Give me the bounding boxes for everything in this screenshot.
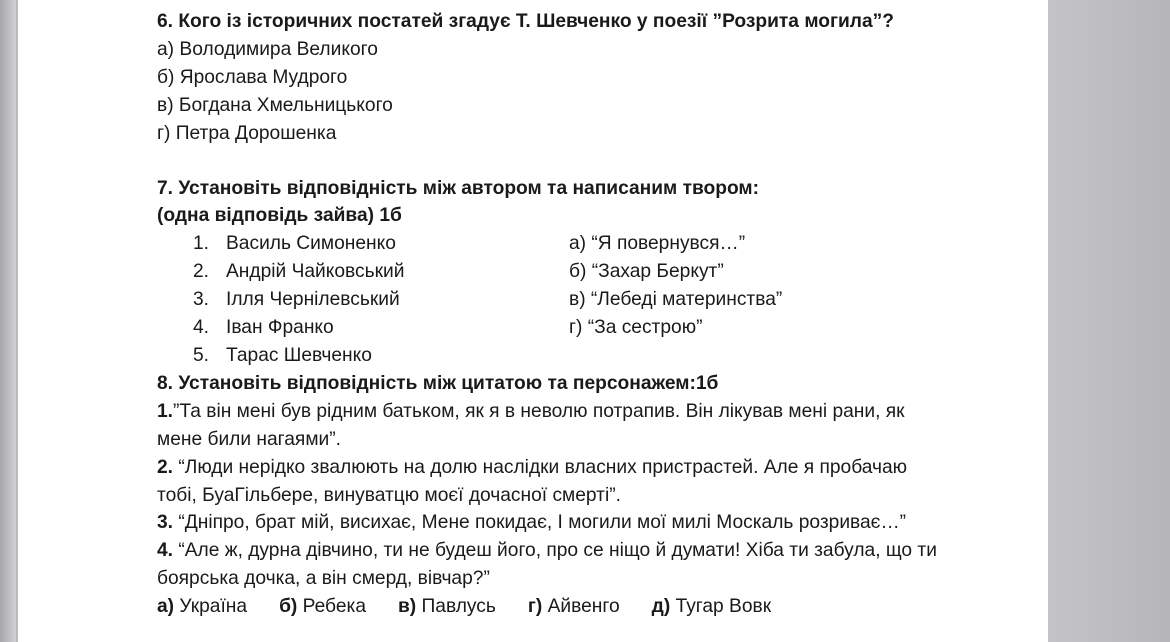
character-option-c xyxy=(398,593,496,621)
quote-number: 2. xyxy=(157,456,174,478)
quote-4-line-2: боярська дочка, а він смерд, вівчар?” xyxy=(157,568,490,590)
page-left-edge xyxy=(0,0,16,642)
q6-option-b: б) Ярослава Мудрого xyxy=(157,66,348,88)
question-7-subtitle: (одна відповідь зайва) 1б xyxy=(157,205,402,227)
author-number: 3. xyxy=(193,289,210,311)
author-number: 5. xyxy=(193,344,210,366)
quote-number: 4. xyxy=(157,540,174,562)
q7-row-3 xyxy=(157,286,1037,314)
author-name: Андрій Чайковський xyxy=(226,261,405,283)
character-options xyxy=(157,593,1037,621)
quote-1-line-2: мене били нагаями”. xyxy=(157,428,341,450)
quote-text: “Дніпро, брат мій, висихає, Мене покидає, І могили мої милі Москаль розриває…” xyxy=(173,512,907,534)
work-option: г) “За сестрою” xyxy=(569,317,703,339)
option-letter: в) xyxy=(398,596,417,618)
work-option: в) “Лебеді материнства” xyxy=(569,289,783,311)
option-name: Тугар Вовк xyxy=(670,596,772,618)
quote-text: “Люди нерідко звалюють на долю наслідки власних пристрастей. Але я пробачаю xyxy=(173,456,908,478)
q6-option-c: в) Богдана Хмельницького xyxy=(157,94,393,116)
option-letter: д) xyxy=(651,596,671,618)
work-option: а) “Я повернувся…” xyxy=(569,233,746,255)
author-number: 1. xyxy=(193,233,210,255)
character-option-e xyxy=(652,593,771,621)
quote-number: 1. xyxy=(157,400,174,422)
quote-text: “Але ж, дурна дівчино, ти не будеш його, про се ніщо й думати! Хіба ти забула, що ти xyxy=(173,540,937,562)
q6-option-a: а) Володимира Великого xyxy=(157,38,378,60)
q6-option-d: г) Петра Дорошенка xyxy=(157,122,337,144)
quote-text: ”Та він мені був рідним батьком, як я в неволю потрапив. Він лікував мені рани, як xyxy=(173,400,905,422)
document-content xyxy=(157,8,1037,621)
option-letter: б) xyxy=(279,596,298,618)
q7-row-1 xyxy=(157,230,1037,258)
quote-number: 3. xyxy=(157,512,174,534)
character-option-b xyxy=(279,593,366,621)
character-option-a xyxy=(157,593,247,621)
option-name: Україна xyxy=(174,596,248,618)
quote-2-line-1 xyxy=(157,454,1037,482)
option-name: Айвенго xyxy=(542,596,620,618)
option-name: Павлусь xyxy=(416,596,496,618)
author-name: Ілля Чернілевський xyxy=(226,289,400,311)
author-name: Василь Симоненко xyxy=(226,233,396,255)
question-7-title: 7. Установіть відповідність між автором та написаним твором: xyxy=(157,177,760,199)
q7-row-2 xyxy=(157,258,1037,286)
work-option: б) “Захар Беркут” xyxy=(569,261,724,283)
option-letter: а) xyxy=(157,596,175,618)
section-spacer xyxy=(157,148,1037,175)
quote-3-line-1 xyxy=(157,509,1037,537)
author-number: 2. xyxy=(193,261,210,283)
author-name: Іван Франко xyxy=(226,317,334,339)
question-8-title: 8. Установіть відповідність між цитатою та персонажем:1б xyxy=(157,372,719,394)
q7-row-5 xyxy=(157,342,1037,370)
question-6-title: 6. Кого із історичних постатей згадує Т. Шевченко у поезії ”Розрита могила”? xyxy=(157,11,894,32)
option-letter: г) xyxy=(527,596,543,618)
character-option-d xyxy=(528,593,620,621)
quote-2-line-2: тобі, БуаГільбере, винуватцю моєї дочасної смерті”. xyxy=(157,484,621,506)
option-name: Ребека xyxy=(297,596,366,618)
q7-row-4 xyxy=(157,314,1037,342)
quote-1-line-1 xyxy=(157,398,1037,426)
page-right-margin xyxy=(1048,0,1170,642)
quote-4-line-1 xyxy=(157,537,1037,565)
author-name: Тарас Шевченко xyxy=(226,344,372,366)
author-number: 4. xyxy=(193,317,210,339)
